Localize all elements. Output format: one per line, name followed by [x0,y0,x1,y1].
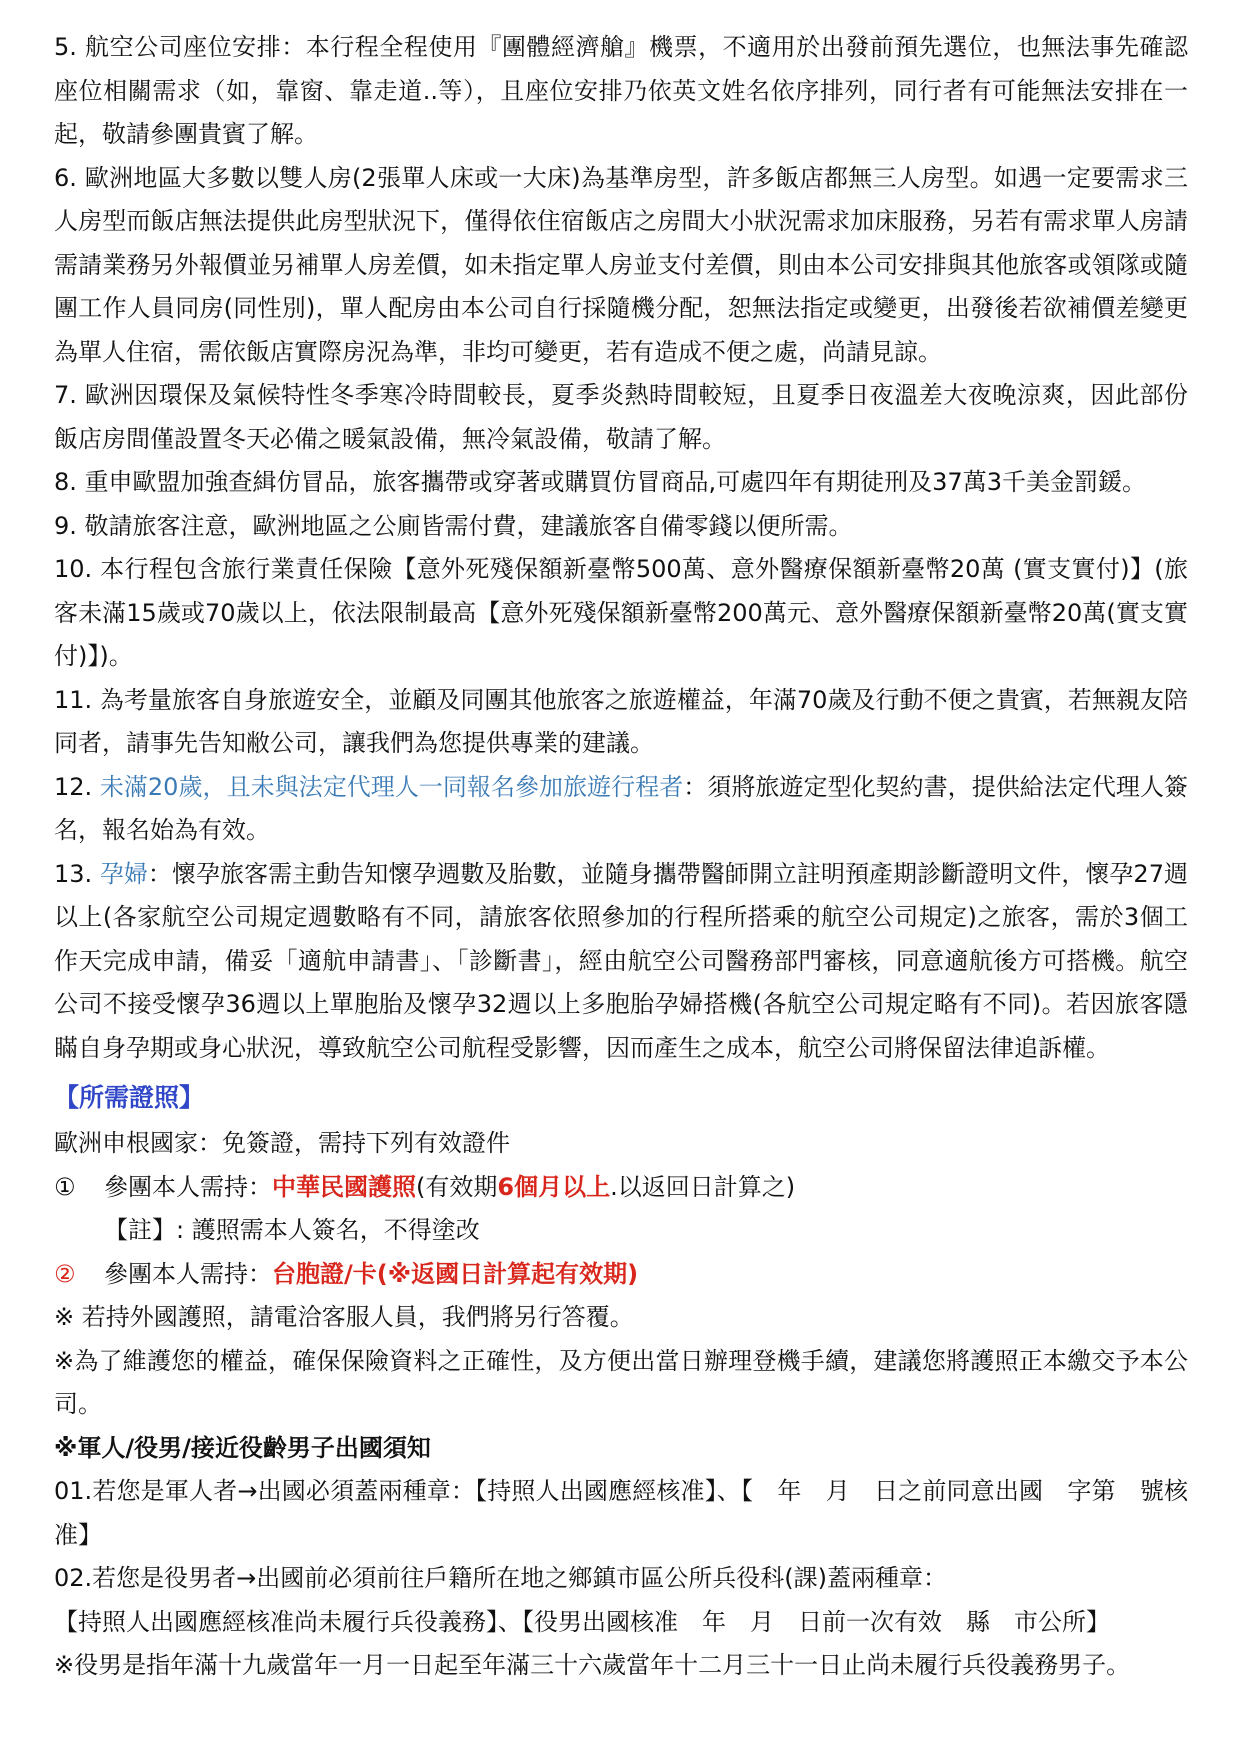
military-item-02-stamps: 【持照人出國應經核准尚未履行兵役義務】、【役男出國核准 年 月 日前一次有效 縣 市公所】 [54,1607,1110,1636]
document-page [54,26,1188,1688]
military-item-01: 01.若您是軍人者→出國必須蓋兩種章：【持照人出國應經核准】、【 年 月 日之前同意出國 字第 號核准】 [54,1477,1188,1549]
foreign-passport-note: ※ 若持外國護照，請電洽客服人員，我們將另行答覆。 [54,1303,634,1331]
note-12-number: 12. [54,772,100,801]
note-13-text: ：懷孕旅客需主動告知懷孕週數及胎數，並隨身攜帶醫師開立註明預產期診斷證明文件，懷孕27週以上(各家航空公司規定週數略有不同，請旅客依照參加的行程所搭乘的航空公司規定)之旅客，需於3個工作天完成申請，備妥「適航申請書」、「診斷書」，經由航空公司醫務部門審核，同意適航後方可搭機。航空公司不接受懷孕36週以上單胞胎及懷孕32週以上多胞胎孕婦搭機(各航空公司規定略有不同)。若因旅客隱瞞自身孕期或身心狀況，導致航空公司航程受影響，因而產生之成本，航空公司將保留法律追訴權。 [54,859,1189,1062]
note-9: 9. 敬請旅客注意，歐洲地區之公廁皆需付費，建議旅客自備零錢以便所需。 [54,511,853,540]
note-12 [54,766,1188,853]
note-12-text: ：須將旅遊定型化契約書，提供給法定代理人簽名，報名始為有效。 [54,772,1189,844]
note-10: 10. 本行程包含旅行業責任保險【意外死殘保額新臺幣500萬、意外醫療保額新臺幣20萬 (實支實付)】(旅客未滿15歲或70歲以上，依法限制最高【意外死殘保額新臺幣200萬元、意外醫療保額新臺幣20萬(實支實付)】)。 [54,555,1188,670]
military-item-02: 02.若您是役男者→出國前必須前往戶籍所在地之鄉鎮市區公所兵役科(課)蓋兩種章： [54,1564,948,1592]
passport-requirement: 中華民國護照 [272,1172,416,1201]
document-item-2-prefix: 參團本人需持： [104,1259,272,1288]
required-documents-heading: 【所需證照】 [54,1083,205,1112]
note-5: 5. 航空公司座位安排：本行程全程使用『團體經濟艙』機票，不適用於出發前預先選位，也無法事先確認座位相關需求（如，靠窗、靠走道..等），且座位安排乃依英文姓名依序排列，同行者有可能無法安排在一起，敬請參團貴賓了解。 [54,33,1188,148]
document-item-1 [54,1166,1188,1210]
note-11: 11. 為考量旅客自身旅遊安全，並顧及同團其他旅客之旅遊權益，年滿70歲及行動不便之貴賓，若無親友陪同者，請事先告知敝公司，讓我們為您提供專業的建議。 [54,685,1188,757]
note-13 [54,853,1188,1071]
note-7: 7. 歐洲因環保及氣候特性冬季寒冷時間較長，夏季炎熱時間較短，且夏季日夜溫差大夜晚涼爽，因此部份飯店房間僅設置冬天必備之暖氣設備，無冷氣設備，敬請了解。 [54,381,1188,453]
note-13-highlight: 孕婦 [99,859,148,888]
document-item-1-suffix: .以返回日計算之) [610,1172,796,1201]
military-heading: ※軍人/役男/接近役齡男子出國須知 [54,1433,431,1462]
note-8: 8. 重申歐盟加強查緝仿冒品，旅客攜帶或穿著或購買仿冒商品,可處四年有期徒刑及37萬3千美金罰鍰。 [54,468,1146,496]
note-12-highlight: 未滿20歲，且未與法定代理人一同報名參加旅遊行程者 [99,772,684,801]
passport-submission-note: ※為了維護您的權益，確保保險資料之正確性，及方便出當日辦理登機手續，建議您將護照正本繳交予本公司。 [54,1346,1188,1418]
documents-intro: 歐洲申根國家：免簽證，需持下列有效證件 [54,1129,510,1157]
note-6: 6. 歐洲地區大多數以雙人房(2張單人床或一大床)為基準房型，許多飯店都無三人房型。如遇一定要需求三人房型而飯店無法提供此房型狀況下，僅得依住宿飯店之房間大小狀況需求加床服務，另若有需求單人房請需請業務另外報價並另補單人房差價，如未指定單人房並支付差價，則由本公司安排與其他旅客或領隊或隨團工作人員同房(同性別)，單人配房由本公司自行採隨機分配，恕無法指定或變更，出發後若欲補價差變更為單人住宿，需依飯店實際房況為準，非均可變更，若有造成不便之處，尚請見諒。 [54,163,1188,366]
validity-requirement: 6個月以上 [497,1172,611,1201]
note-13-number: 13. [54,859,100,888]
circled-two-marker: ② [54,1259,76,1288]
document-item-1-prefix: 參團本人需持： [104,1172,272,1201]
document-item-1-mid: (有效期 [416,1172,498,1201]
mtp-requirement: 台胞證/卡(※返國日計算起有效期) [272,1259,639,1288]
conscript-definition: ※役男是指年滿十九歲當年一月一日起至年滿三十六歲當年十二月三十一日止尚未履行兵役義務男子。 [54,1651,1131,1679]
circled-one-marker: ① [54,1172,76,1201]
document-item-2 [54,1253,1188,1297]
passport-note: 【註】: 護照需本人簽名，不得塗改 [104,1216,480,1244]
